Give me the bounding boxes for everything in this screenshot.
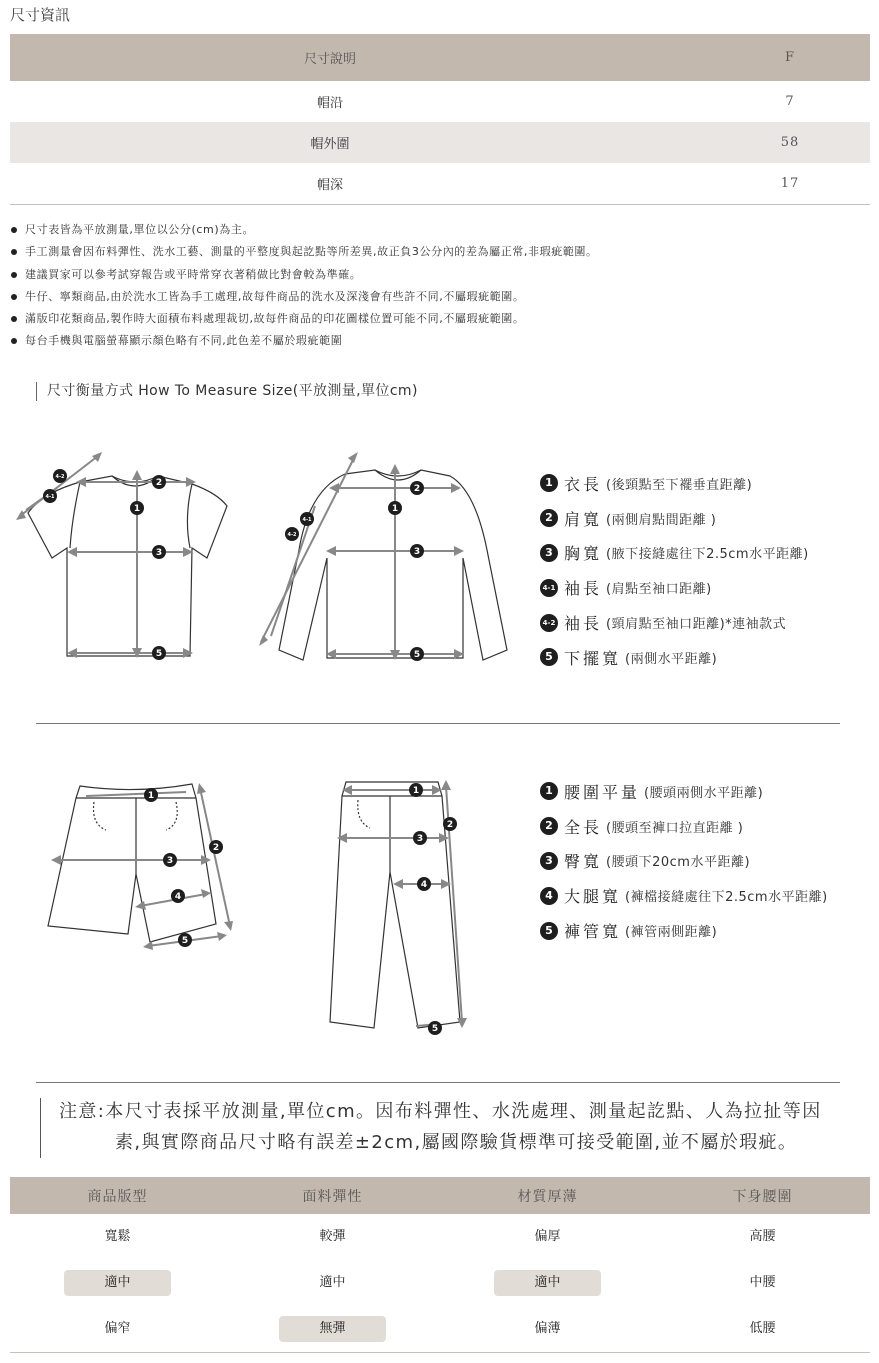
legend-desc: (褲檔接縫處往下2.5cm水平距離) [625, 890, 828, 906]
note-item: 牛仔、寧類商品,由於洗水工皆為手工處理,故每件商品的洗水及深淺會有些許不同,不屬瑕疵範圍。 [10, 286, 870, 308]
svg-text:4-1: 4-1 [302, 517, 312, 523]
selected-option: 無彈 [279, 1316, 386, 1342]
selected-option: 適中 [494, 1270, 601, 1296]
marker-icon: 4 [540, 887, 558, 905]
marker-icon: 4-1 [540, 579, 558, 597]
marker-icon: 1 [540, 782, 558, 800]
legend-desc: (兩側水平距離) [625, 651, 718, 667]
divider [36, 1082, 840, 1083]
bottom-legend [540, 774, 828, 948]
row-value: 7 [785, 94, 795, 109]
legend-label: 全長 [564, 817, 603, 837]
legend-item [540, 536, 809, 571]
note-item: 手工測量會因布料彈性、洗水工藝、測量的平整度與起訖點等所差異,故正負3公分內的差為屬正常,非瑕疵範圍。 [10, 241, 870, 263]
fit-cell [225, 1316, 440, 1342]
fit-cell [440, 1224, 655, 1250]
legend-label: 衣長 [564, 474, 603, 494]
fit-cell [10, 1316, 225, 1342]
fit-cell [440, 1270, 655, 1296]
option: 較彈 [319, 1229, 346, 1244]
svg-text:3: 3 [166, 856, 174, 866]
legend-item [540, 774, 828, 809]
svg-text:3: 3 [416, 834, 424, 844]
svg-text:3: 3 [413, 547, 421, 557]
row-label: 帽深 [316, 178, 343, 193]
table-row [10, 1260, 870, 1306]
svg-text:4-2: 4-2 [55, 474, 65, 480]
svg-text:4-1: 4-1 [45, 494, 55, 500]
fit-cell [225, 1270, 440, 1296]
fit-cell [440, 1316, 655, 1342]
legend-label: 腰圍平量 [564, 782, 641, 802]
section-title: 尺寸資訊 [10, 6, 71, 24]
fit-cell [655, 1224, 870, 1250]
header-cell: 面料彈性 [302, 1188, 363, 1205]
option: 高腰 [749, 1229, 776, 1244]
note-item: 建議買家可以參考試穿報告或平時常穿衣著稍做比對會較為準確。 [10, 264, 870, 286]
divider [36, 723, 840, 724]
legend-desc: (腰頭下20cm水平距離) [606, 855, 751, 871]
header-cell: 商品版型 [87, 1188, 148, 1205]
legend-label: 胸寬 [564, 544, 603, 564]
table-row [10, 163, 870, 204]
svg-text:5: 5 [155, 649, 163, 659]
legend-desc: (褲管兩側距離) [625, 925, 718, 941]
option: 中腰 [749, 1275, 776, 1290]
legend-label: 肩寬 [564, 509, 603, 529]
row-label: 帽外圍 [310, 137, 350, 152]
legend-desc: (頸肩點至袖口距離)*連袖款式 [606, 617, 787, 633]
svg-text:4: 4 [420, 880, 428, 890]
legend-item [540, 466, 809, 501]
legend-desc: (腰頭至褲口拉直距離 ) [606, 820, 744, 836]
table-row [10, 122, 870, 163]
svg-text:5: 5 [431, 1024, 439, 1034]
option: 低腰 [749, 1321, 776, 1336]
svg-text:2: 2 [212, 843, 220, 853]
fit-cell [10, 1270, 225, 1296]
note-item: 每台手機與電腦螢幕顯示顏色略有不同,此色差不屬於瑕疵範圍 [10, 330, 870, 352]
legend-item [540, 570, 809, 605]
marker-icon: 5 [540, 922, 558, 940]
selected-option: 適中 [64, 1270, 171, 1296]
option: 適中 [319, 1275, 346, 1290]
legend-item [540, 913, 828, 948]
row-label: 帽沿 [316, 96, 343, 111]
svg-text:3: 3 [155, 548, 163, 558]
svg-text:1: 1 [412, 786, 420, 796]
size-table-header [10, 34, 870, 81]
svg-text:1: 1 [391, 504, 399, 514]
note-item: 滿版印花類商品,製作時大面積布料處理裁切,故每件商品的印花圖樣位置可能不同,不屬瑕疵範圍。 [10, 308, 870, 330]
fit-cell [10, 1224, 225, 1250]
row-value: 58 [780, 135, 800, 150]
svg-text:2: 2 [155, 478, 163, 488]
legend-item [540, 501, 809, 536]
legend-label: 袖長 [564, 614, 603, 634]
legend-label: 袖長 [564, 579, 603, 599]
shorts-diagram-icon [36, 774, 246, 954]
marker-icon: 4-2 [540, 614, 558, 632]
option: 寬鬆 [104, 1229, 131, 1244]
notice [40, 1098, 850, 1158]
svg-text:1: 1 [133, 504, 141, 514]
size-table [10, 34, 870, 205]
legend-label: 臀寬 [564, 852, 603, 872]
marker-icon: 3 [540, 852, 558, 870]
legend-item [540, 844, 828, 879]
notice-line: 素,與實際商品尺寸略有誤差±2cm,屬國際驗貨標準可接受範圍,並不屬於瑕疵。 [115, 1132, 798, 1153]
tshirt-diagram-icon [12, 448, 274, 668]
legend-item [540, 640, 809, 675]
marker-icon: 2 [540, 509, 558, 527]
option: 偏薄 [534, 1321, 561, 1336]
fit-table [10, 1177, 870, 1353]
header-size: F [784, 50, 796, 65]
pants-diagram-icon [320, 772, 480, 1042]
marker-icon: 5 [540, 648, 558, 666]
marker-icon: 2 [540, 817, 558, 835]
legend-desc: (肩點至袖口距離) [606, 582, 712, 598]
header-cell: 材質厚薄 [517, 1188, 578, 1205]
marker-icon: 1 [540, 474, 558, 492]
fit-table-header [10, 1177, 870, 1214]
top-legend [540, 466, 809, 675]
marker-icon: 3 [540, 544, 558, 562]
option: 偏窄 [104, 1321, 131, 1336]
svg-text:1: 1 [147, 791, 155, 801]
legend-desc: (腰頭兩側水平距離) [644, 785, 764, 801]
svg-text:5: 5 [413, 650, 421, 660]
table-row [10, 81, 870, 122]
option: 偏厚 [534, 1229, 561, 1244]
svg-text:2: 2 [446, 820, 454, 830]
legend-item [540, 878, 828, 913]
legend-desc: (後頸點至下襬垂直距離) [606, 477, 753, 493]
long-sleeve-diagram-icon [255, 450, 513, 665]
notes-list [10, 219, 870, 353]
row-value: 17 [780, 176, 800, 191]
fit-cell [225, 1224, 440, 1250]
svg-text:4-2: 4-2 [287, 532, 297, 538]
header-cell: 下身腰圍 [732, 1188, 793, 1205]
note-item: 尺寸表皆為平放測量,單位以公分(cm)為主。 [10, 219, 870, 241]
fit-cell [655, 1316, 870, 1342]
fit-cell [655, 1270, 870, 1296]
header-description: 尺寸說明 [303, 52, 356, 67]
notice-line: 注意:本尺寸表採平放測量,單位cm。因布料彈性、水洗處理、測量起訖點、人為拉扯等因 [59, 1101, 822, 1122]
legend-desc: (腋下接縫處往下2.5cm水平距離) [606, 547, 809, 563]
legend-item [540, 809, 828, 844]
fit-table-body [10, 1214, 870, 1352]
svg-text:2: 2 [413, 484, 421, 494]
svg-text:5: 5 [181, 936, 189, 946]
table-row [10, 1214, 870, 1260]
measure-title: 尺寸衡量方式 How To Measure Size(平放測量,單位cm) [36, 382, 418, 401]
table-row [10, 1306, 870, 1352]
legend-label: 大腿寬 [564, 887, 622, 907]
legend-item [540, 605, 809, 640]
legend-label: 下擺寬 [564, 648, 622, 668]
legend-desc: (兩側肩點間距離 ) [606, 512, 717, 528]
legend-label: 褲管寬 [564, 922, 622, 942]
svg-text:4: 4 [174, 892, 182, 902]
